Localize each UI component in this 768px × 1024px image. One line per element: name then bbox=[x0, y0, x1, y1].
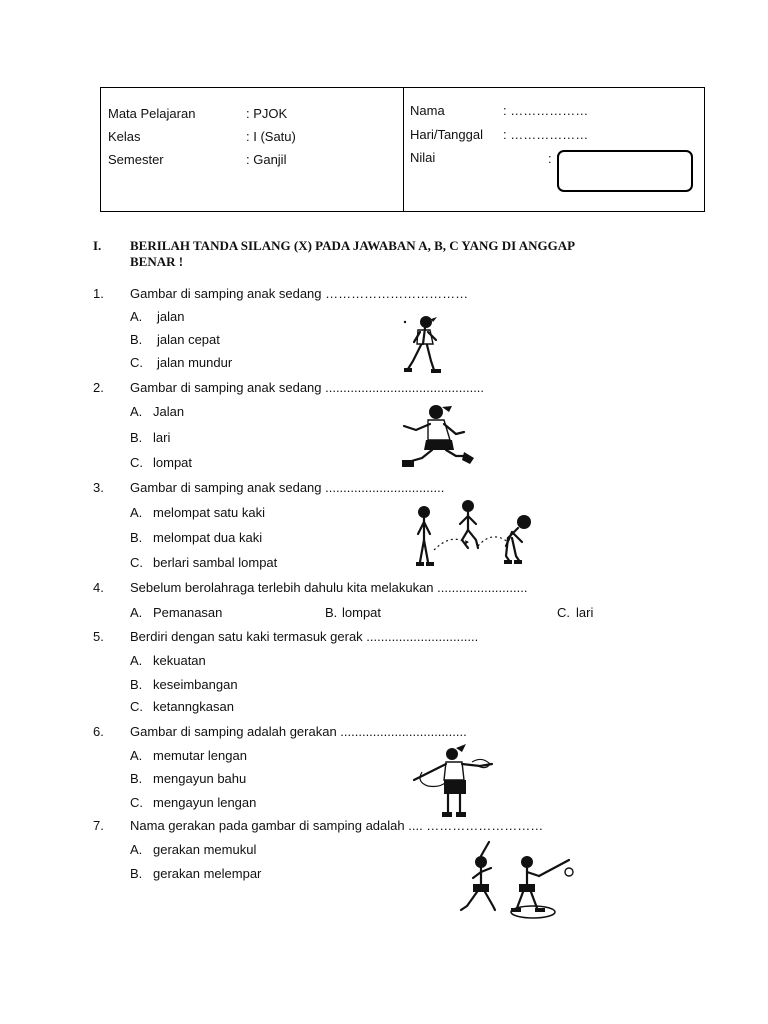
section-instruction-line1: BERILAH TANDA SILANG (X) PADA JAWABAN A, B, C YANG DI ANGGAP bbox=[130, 238, 576, 253]
question-text: Gambar di samping anak sedang …………………………… bbox=[130, 286, 469, 301]
option-text[interactable]: keseimbangan bbox=[153, 677, 238, 692]
header-divider bbox=[403, 87, 404, 212]
option-letter[interactable]: A. bbox=[130, 605, 143, 620]
date-field[interactable]: : ……………… bbox=[503, 127, 589, 142]
question-text: Gambar di samping anak sedang ................................. bbox=[130, 480, 445, 495]
option-letter[interactable]: C. bbox=[130, 355, 143, 370]
option-letter[interactable]: A. bbox=[130, 748, 143, 763]
option-text[interactable]: lompat bbox=[153, 455, 193, 470]
option-text[interactable]: Pemanasan bbox=[153, 605, 223, 620]
option-letter[interactable]: C. bbox=[130, 455, 143, 470]
option-text[interactable]: jalan cepat bbox=[157, 332, 220, 347]
option-text[interactable]: lompat bbox=[342, 605, 382, 620]
option-text[interactable]: gerakan memukul bbox=[153, 842, 257, 857]
option-letter[interactable]: B. bbox=[130, 677, 143, 692]
question-text: Nama gerakan pada gambar di samping adalah .... ……………………… bbox=[130, 818, 544, 833]
subject-value: : PJOK bbox=[246, 106, 288, 121]
question-number: 7. bbox=[93, 818, 104, 833]
class-value: : I (Satu) bbox=[246, 129, 296, 144]
option-text[interactable]: mengayun lengan bbox=[153, 795, 257, 810]
option-letter[interactable]: C. bbox=[130, 555, 143, 570]
option-letter[interactable]: B. bbox=[325, 605, 338, 620]
option-letter[interactable]: A. bbox=[130, 309, 143, 324]
option-letter[interactable]: B. bbox=[130, 332, 143, 347]
section-instruction-line2: BENAR ! bbox=[130, 254, 184, 269]
option-letter[interactable]: B. bbox=[130, 771, 143, 786]
option-letter[interactable]: C. bbox=[130, 699, 143, 714]
question-text: Gambar di samping anak sedang ............................................ bbox=[130, 380, 485, 395]
question-number: 6. bbox=[93, 724, 104, 739]
option-letter[interactable]: A. bbox=[130, 404, 143, 419]
running-child-illustration bbox=[398, 402, 484, 472]
question-number: 1. bbox=[93, 286, 104, 301]
baseball-batting-illustration bbox=[455, 838, 579, 922]
name-label: Nama bbox=[410, 103, 445, 118]
score-colon: : bbox=[548, 151, 552, 166]
semester-value: : Ganjil bbox=[246, 152, 287, 167]
option-letter[interactable]: A. bbox=[130, 842, 143, 857]
option-text[interactable]: jalan mundur bbox=[157, 355, 233, 370]
option-text[interactable]: gerakan melempar bbox=[153, 866, 262, 881]
option-text[interactable]: melompat dua kaki bbox=[153, 530, 263, 545]
question-text: Sebelum berolahraga terlebih dahulu kita melakukan ......................... bbox=[130, 580, 528, 595]
section-instruction bbox=[130, 238, 676, 270]
name-field[interactable]: : ……………… bbox=[503, 103, 589, 118]
section-number: I. bbox=[93, 238, 102, 253]
option-letter[interactable]: A. bbox=[130, 505, 143, 520]
score-box[interactable] bbox=[557, 150, 693, 192]
question-number: 2. bbox=[93, 380, 104, 395]
arm-swinging-child-illustration bbox=[410, 742, 496, 822]
option-text[interactable]: Jalan bbox=[153, 404, 185, 419]
subject-label: Mata Pelajaran bbox=[108, 106, 196, 121]
class-label: Kelas bbox=[108, 129, 141, 144]
question-number: 4. bbox=[93, 580, 104, 595]
date-label: Hari/Tanggal bbox=[410, 127, 483, 142]
option-letter[interactable]: B. bbox=[130, 430, 143, 445]
option-text[interactable]: mengayun bahu bbox=[153, 771, 247, 786]
question-text: Gambar di samping adalah gerakan ................................... bbox=[130, 724, 467, 739]
score-label: Nilai bbox=[410, 150, 436, 165]
option-text[interactable]: melompat satu kaki bbox=[153, 505, 265, 520]
option-text[interactable]: berlari sambal lompat bbox=[153, 555, 278, 570]
question-text: Berdiri dengan satu kaki termasuk gerak ............................... bbox=[130, 629, 479, 644]
option-letter[interactable]: C. bbox=[130, 795, 143, 810]
option-text[interactable]: lari bbox=[153, 430, 171, 445]
option-letter[interactable]: B. bbox=[130, 866, 143, 881]
question-number: 3. bbox=[93, 480, 104, 495]
option-text[interactable]: kekuatan bbox=[153, 653, 206, 668]
option-text[interactable]: ketanngkasan bbox=[153, 699, 234, 714]
option-text[interactable]: memutar lengan bbox=[153, 748, 247, 763]
semester-label: Semester bbox=[108, 152, 164, 167]
option-text[interactable]: lari bbox=[576, 605, 594, 620]
option-letter[interactable]: A. bbox=[130, 653, 143, 668]
option-text[interactable]: jalan bbox=[157, 309, 185, 324]
option-letter[interactable]: C. bbox=[557, 605, 570, 620]
jumping-child-sequence-illustration bbox=[408, 498, 538, 572]
question-number: 5. bbox=[93, 629, 104, 644]
walking-child-illustration bbox=[398, 310, 454, 376]
option-letter[interactable]: B. bbox=[130, 530, 143, 545]
